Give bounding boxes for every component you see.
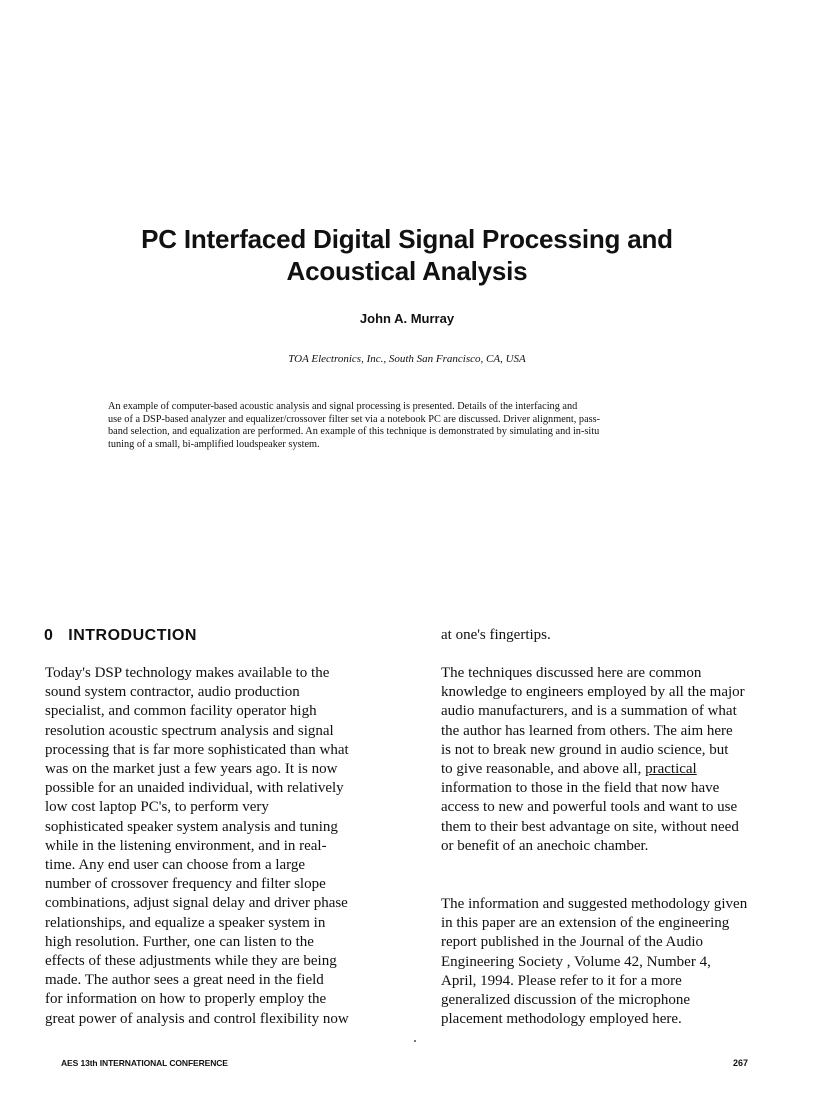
body-line: at one's fingertips. (441, 627, 551, 643)
body-line: time. Any end user can choose from a large (45, 857, 306, 874)
footer-conference: AES 13th INTERNATIONAL CONFERENCE (61, 1058, 228, 1068)
right-column-continuation (441, 626, 801, 645)
body-line: possible for an unaided individual, with relatively (45, 780, 344, 797)
section-number: 0 (44, 627, 54, 644)
body-line: effects of these adjustments while they are being (45, 953, 337, 970)
paper-title (60, 223, 754, 287)
body-line: in this paper are an extension of the engineering (441, 915, 730, 932)
footer-page-number: 267 (733, 1058, 749, 1068)
right-column-paragraph-2 (441, 895, 801, 1029)
body-line: resolution acoustic spectrum analysis and signal (45, 722, 334, 739)
body-line: audio manufacturers, and is a summation of what (441, 703, 737, 720)
body-line: placement methodology employed here. (441, 1011, 682, 1028)
body-line: great power of analysis and control flexibility now (45, 1010, 349, 1027)
left-column-paragraph (45, 664, 395, 1029)
body-line: is not to break new ground in audio science, but (441, 741, 729, 758)
scan-speck (414, 1040, 416, 1042)
body-line: them to their best advantage on site, without need (441, 818, 739, 835)
abstract-line: tuning of a small, bi-amplified loudspeaker system. (108, 438, 320, 450)
body-line: Engineering Society , Volume 42, Number 4, (441, 953, 711, 970)
body-line: combinations, adjust signal delay and driver phase (45, 895, 348, 912)
body-line: The techniques discussed here are common (441, 665, 702, 681)
right-column-paragraph-1 (441, 664, 801, 856)
body-line: number of crossover frequency and filter slope (45, 876, 326, 893)
abstract-line: use of a DSP-based analyzer and equalizer/crossover filter set via a notebook PC are discussed. Driver alignment, pass- (108, 413, 601, 425)
body-line: generalized discussion of the microphone (441, 992, 691, 1009)
abstract-line: band selection, and equalization are performed. An example of this technique is demonstrated by simulating and in-situ (108, 426, 600, 437)
section-heading (44, 626, 197, 646)
body-line: April, 1994. Please refer to it for a more (441, 972, 682, 989)
body-line: low cost laptop PC's, to perform very (45, 799, 269, 816)
author-name: John A. Murray (359, 311, 455, 326)
body-line: Today's DSP technology makes available to the (45, 665, 330, 681)
section-title: INTRODUCTION (68, 627, 197, 644)
body-line: access to new and powerful tools and want to use (441, 799, 738, 816)
title-line-2: Acoustical Analysis (286, 256, 528, 286)
abstract-line: An example of computer-based acoustic analysis and signal processing is presented. Details of the interfacing and (108, 401, 578, 412)
author-affiliation: TOA Electronics, Inc., South San Francisco, CA, USA (288, 353, 526, 365)
abstract (108, 401, 710, 451)
body-line: the author has learned from others. The aim here (441, 722, 733, 739)
body-line: The information and suggested methodology given (441, 896, 748, 912)
body-line: made. The author sees a great need in the field (45, 972, 324, 989)
body-line: sophisticated speaker system analysis and tuning (45, 818, 338, 835)
body-line: report published in the Journal of the Audio (441, 934, 704, 951)
body-line: sound system contractor, audio production (45, 684, 300, 701)
emphasis-underlined: practical (645, 761, 697, 778)
body-line-start: to give reasonable, and above all, (441, 761, 646, 778)
body-line: information to those in the field that now have (441, 780, 720, 797)
body-line: was on the market just a few years ago. It is now (45, 761, 338, 778)
body-line: while in the listening environment, and in real- (45, 837, 327, 854)
body-line: for information on how to properly employ the (45, 991, 327, 1008)
body-line (441, 760, 801, 779)
body-line: knowledge to engineers employed by all the major (441, 684, 745, 701)
body-line: relationships, and equalize a speaker system in (45, 914, 326, 931)
body-line: specialist, and common facility operator high (45, 703, 317, 720)
title-line-1: PC Interfaced Digital Signal Processing and (141, 224, 673, 254)
body-line: or benefit of an anechoic chamber. (441, 837, 649, 854)
body-line: high resolution. Further, one can listen to the (45, 933, 314, 950)
body-line: processing that is far more sophisticated than what (45, 741, 349, 758)
